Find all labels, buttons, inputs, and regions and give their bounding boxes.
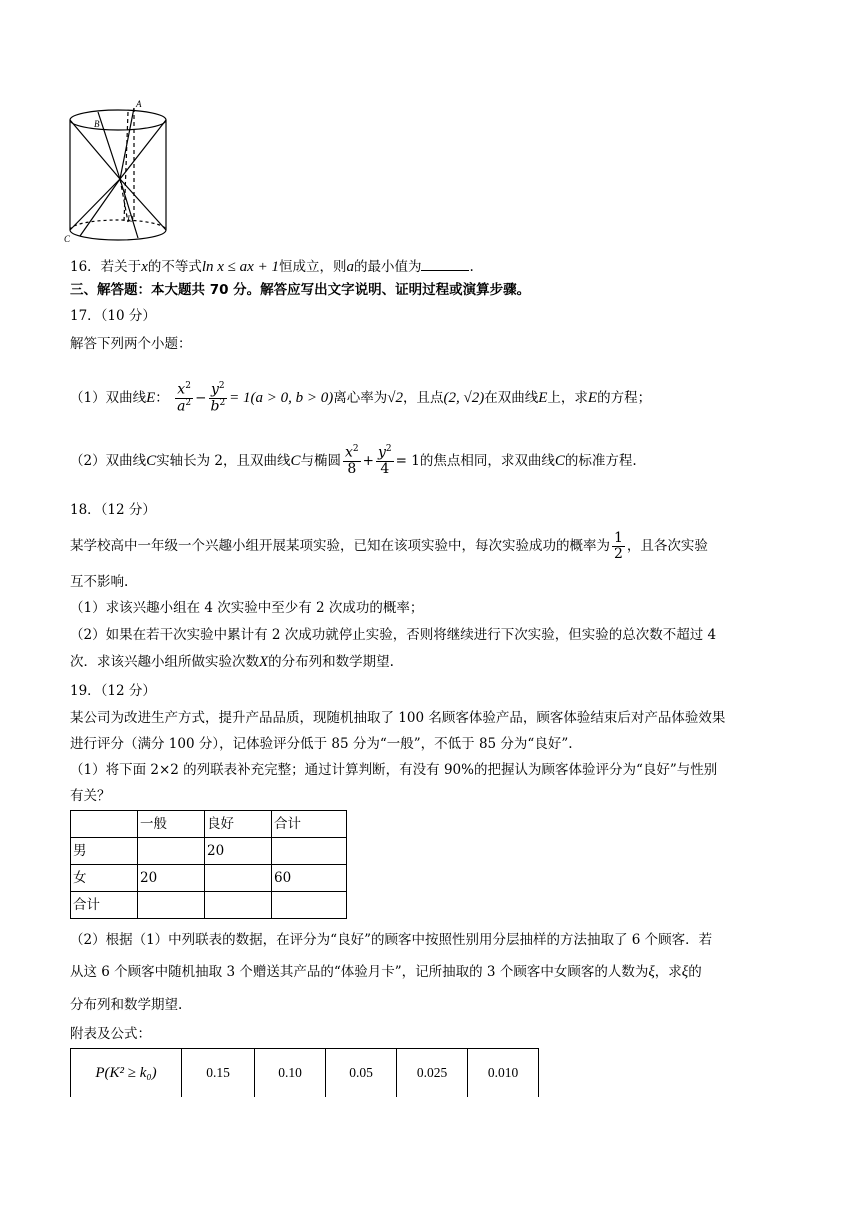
appendix-label: 附表及公式： <box>70 1026 151 1042</box>
q18-part1: （1）求该兴趣小组在 4 次实验中至少有 2 次成功的概率； <box>70 600 424 616</box>
table-row: P(K² ≥ k₀) 0.15 0.10 0.05 0.025 0.010 <box>71 1049 539 1098</box>
critical-value-table <box>70 1048 539 1097</box>
q19-line1: 某公司为改进生产方式，提升产品品质，现随机抽取了 100 名顾客体验产品，顾客体验结束后对产品体验效果 <box>70 710 726 726</box>
q19-part1b: 有关？ <box>70 788 111 804</box>
cylinder-cone-figure <box>60 98 180 248</box>
answer-blank <box>421 256 469 271</box>
q18-line2: 互不影响. <box>70 574 129 590</box>
q19-header: 19．（12 分） <box>70 683 156 699</box>
q17-header: 17．（10 分） <box>70 308 156 324</box>
q18-part2b: 次．求该兴趣小组所做实验次数X的分布列和数学期望. <box>70 654 394 670</box>
q18-header: 18．（12 分） <box>70 502 156 518</box>
section-heading: 三、解答题：本大题共 70 分。解答应写出文字说明、证明过程或演算步骤。 <box>70 282 531 298</box>
q19-part1a: （1）将下面 2×2 的列联表补充完整；通过计算判断，有没有 90%的把握认为顾客体验评分为“良好”与性别 <box>70 762 718 778</box>
q17-part2: （2）双曲线C实轴长为 2，且双曲线C与椭圆 $\frac{x^2}{8}$ + $\frac{y^2}{4}$ = 1的焦点相同，求双曲线C的标准方程. <box>70 444 637 478</box>
q17-intro: 解答下列两个小题： <box>70 336 192 352</box>
table-row: 女 20 60 <box>71 865 347 892</box>
q19-part2c: 分布列和数学期望. <box>70 997 183 1013</box>
label-a: A <box>136 99 142 109</box>
label-d: D <box>127 214 134 224</box>
table-header-row: 一般 良好 合计 <box>71 811 347 838</box>
q16-line: 16．若关于x的不等式ln x ≤ ax + 1恒成立，则a的最小值为 . <box>70 256 474 277</box>
table-row: 合计 <box>71 892 347 919</box>
q19-line2: 进行评分（满分 100 分），记体验评分低于 85 分为“一般”，不低于 85 分为“良好”. <box>70 736 573 752</box>
table-row: 男 20 <box>71 838 347 865</box>
label-c: C <box>64 234 71 244</box>
q17-part1: （1）双曲线E： $\frac{x^2}{a^2}$ − $\frac{y^2}{b^2}$ = 1(a > 0, b > 0)离心率为√2，且点(2, √2)在双曲线E上，求E的方程； <box>70 380 652 415</box>
q19-part2a: （2）根据（1）中列联表的数据，在评分为“良好”的顾客中按照性别用分层抽样的方法抽取了 6 个顾客．若 <box>70 932 713 948</box>
q18-part2a: （2）如果在若干次实验中累计有 2 次成功就停止实验，否则将继续进行下次实验，但实验的总次数不超过 4 <box>70 627 717 643</box>
label-b: B <box>94 119 100 129</box>
q18-line1: 某学校高中一年级一个兴趣小组开展某项实验，已知在该项实验中，每次实验成功的概率为 $\frac{1}{2}$ ，且各次实验 <box>70 529 708 562</box>
q19-part2b: 从这 6 个顾客中随机抽取 3 个赠送其产品的“体验月卡”，记所抽取的 3 个顾客中女顾客的人数为ξ，求ξ的 <box>70 964 702 980</box>
contingency-table <box>70 810 347 919</box>
